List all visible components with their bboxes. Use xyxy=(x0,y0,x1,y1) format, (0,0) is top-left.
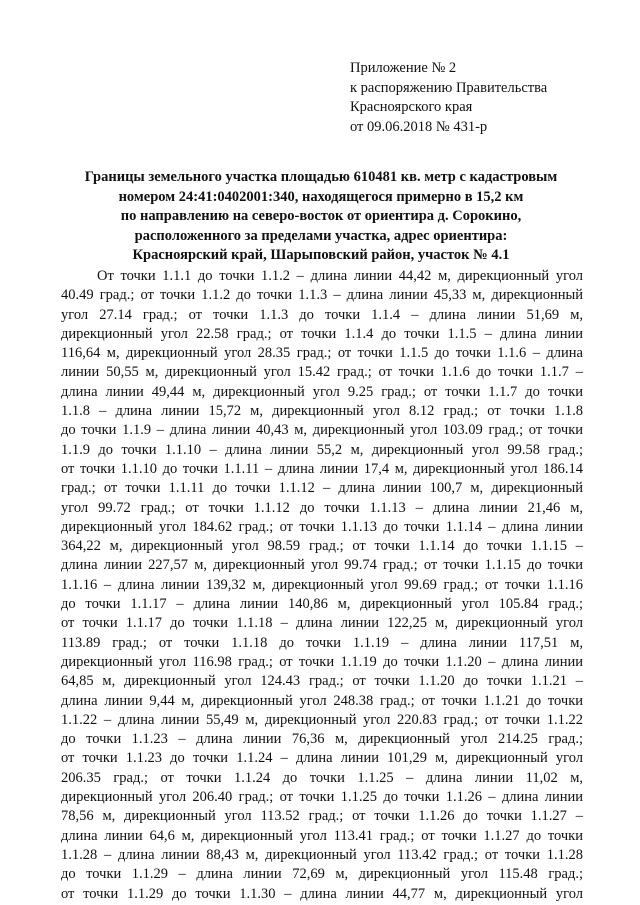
body-line: 1.1.16 – длина линии 139,32 м, дирекционный угол 99.69 град.; от точки 1.1.16 xyxy=(61,576,583,593)
appendix-line: от 09.06.2018 № 431-р xyxy=(350,118,488,135)
body-line: до точки 1.1.17 – длина линии 140,86 м, дирекционный угол 105.84 град.; xyxy=(61,596,583,613)
body-line: 1.1.28 – длина линии 88,43 м, дирекционный угол 113.42 град.; от точки 1.1.28 xyxy=(61,846,583,863)
body-line: длина линии 9,44 м, дирекционный угол 248.38 град.; от точки 1.1.21 до точки xyxy=(61,692,583,709)
body-line: до точки 1.1.23 – длина линии 76,36 м, дирекционный угол 214.25 град.; xyxy=(61,731,583,748)
body-line: до точки 1.1.29 – длина линии 72,69 м, дирекционный угол 115.48 град.; xyxy=(61,866,583,883)
body-line: 116,64 м, дирекционный угол 28.35 град.; от точки 1.1.5 до точки 1.1.6 – длина xyxy=(61,345,583,362)
body-line: длина линии 227,57 м, дирекционный угол 99.74 град.; от точки 1.1.15 до точки xyxy=(61,557,583,574)
body-line: дирекционный угол 206.40 град.; от точки 1.1.25 до точки 1.1.26 – длина линии xyxy=(61,789,583,806)
body-line: от точки 1.1.10 до точки 1.1.11 – длина линии 17,4 м, дирекционный угол 186.14 xyxy=(61,460,583,477)
body-line: от точки 1.1.29 до точки 1.1.30 – длина линии 44,77 м, дирекционный угол xyxy=(61,885,583,902)
body-line: дирекционный угол 184.62 град.; от точки 1.1.13 до точки 1.1.14 – длина линии xyxy=(61,518,583,535)
body-line: длина линии 64,6 м, дирекционный угол 113.41 град.; от точки 1.1.27 до точки xyxy=(61,827,583,844)
body-line: линии 50,55 м, дирекционный угол 15.42 град.; от точки 1.1.6 до точки 1.1.7 – xyxy=(61,364,583,381)
title-line: по направлению на северо-восток от ориентира д. Сорокино, xyxy=(120,208,522,225)
title-line: расположенного за пределами участка, адрес ориентира: xyxy=(134,227,508,244)
body-line: 1.1.22 – длина линии 55,49 м, дирекционный угол 220.83 град.; от точки 1.1.22 xyxy=(61,711,583,728)
title-line: Красноярский край, Шарыповский район, участок № 4.1 xyxy=(132,247,510,264)
appendix-line: Красноярского края xyxy=(350,99,473,115)
title-line: номером 24:41:0402001:340, находящегося примерно в 15,2 км xyxy=(118,188,524,205)
boundary-description xyxy=(61,267,583,904)
appendix-line: к распоряжению Правительства xyxy=(350,79,548,96)
title-line: Границы земельного участка площадью 610481 кв. метр с кадастровым xyxy=(84,169,558,185)
body-line: длина линии 49,44 м, дирекционный угол 9.25 град.; от точки 1.1.7 до точки xyxy=(61,383,583,400)
body-line: до точки 1.1.9 – длина линии 40,43 м, дирекционный угол 103.09 град.; от точки xyxy=(61,422,583,439)
appendix-line: Приложение № 2 xyxy=(350,60,457,76)
body-line: 1.1.9 до точки 1.1.10 – длина линии 55,2 м, дирекционный угол 99.58 град.; xyxy=(61,441,583,458)
body-line: град.; от точки 1.1.11 до точки 1.1.12 – длина линии 100,7 м, дирекционный xyxy=(61,480,583,497)
body-line: 364,22 м, дирекционный угол 98.59 град.; от точки 1.1.14 до точки 1.1.15 – xyxy=(61,538,583,555)
body-line: 113.89 град.; от точки 1.1.18 до точки 1.1.19 – длина линии 117,51 м, xyxy=(61,634,583,651)
body-line: От точки 1.1.1 до точки 1.1.2 – длина линии 44,42 м, дирекционный угол xyxy=(97,268,583,284)
body-line: угол 27.14 град.; от точки 1.1.3 до точки 1.1.4 – длина линии 51,69 м, xyxy=(61,306,583,323)
body-line: дирекционный угол 116.98 град.; от точки 1.1.19 до точки 1.1.20 – длина линии xyxy=(61,653,583,670)
body-line: 206.35 град.; от точки 1.1.24 до точки 1.1.25 – длина линии 11,02 м, xyxy=(61,769,583,786)
body-line: 78,56 м, дирекционный угол 113.52 град.; от точки 1.1.26 до точки 1.1.27 – xyxy=(61,808,583,825)
body-line: дирекционный угол 22.58 град.; от точки 1.1.4 до точки 1.1.5 – длина линии xyxy=(61,325,583,342)
body-line: от точки 1.1.17 до точки 1.1.18 – длина линии 122,25 м, дирекционный угол xyxy=(61,615,583,632)
body-line: 64,85 м, дирекционный угол 124.43 град.; от точки 1.1.20 до точки 1.1.21 – xyxy=(61,673,583,690)
appendix-header xyxy=(350,59,547,137)
document-title xyxy=(60,168,582,266)
body-line: 40.49 град.; от точки 1.1.2 до точки 1.1.3 – длина линии 45,33 м, дирекционный xyxy=(61,287,583,304)
body-line: 1.1.8 – длина линии 15,72 м, дирекционный угол 8.12 град.; от точки 1.1.8 xyxy=(61,403,583,420)
body-line: угол 99.72 град.; от точки 1.1.12 до точки 1.1.13 – длина линии 21,46 м, xyxy=(61,499,583,516)
body-line: от точки 1.1.23 до точки 1.1.24 – длина линии 101,29 м, дирекционный угол xyxy=(61,750,583,767)
